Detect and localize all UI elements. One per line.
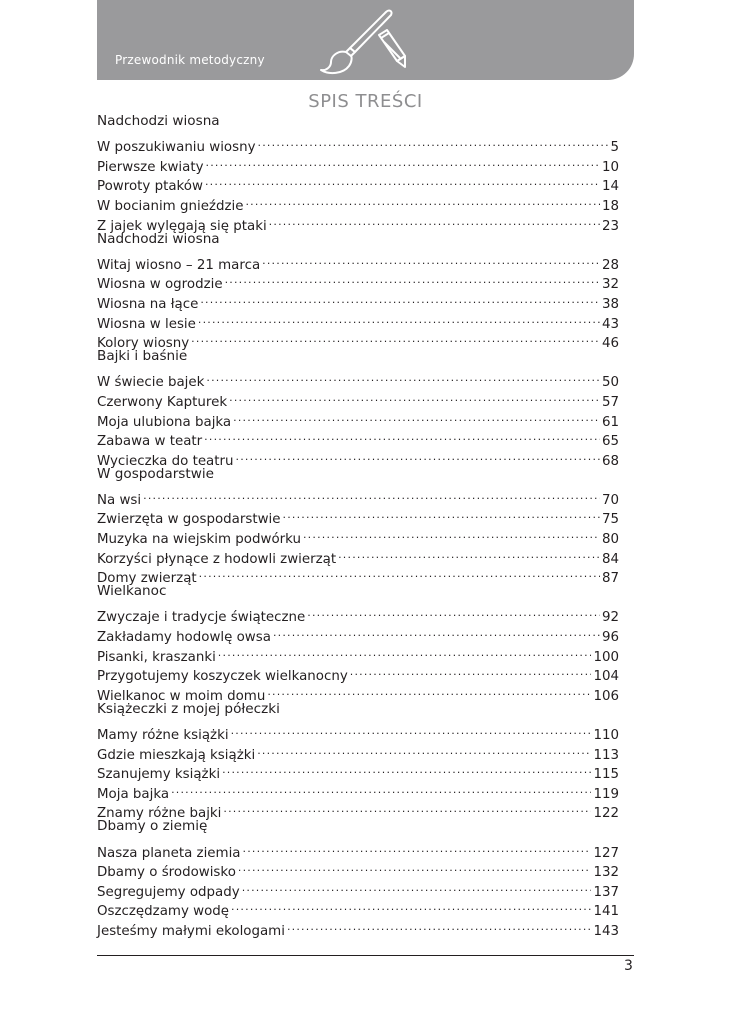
toc-entry-label: Dbamy o środowisko — [97, 865, 236, 881]
dot-leader — [199, 563, 600, 583]
dot-leader — [287, 915, 591, 935]
toc-entry — [97, 484, 619, 508]
toc-entry-page: 143 — [593, 923, 619, 939]
dot-leader — [307, 602, 600, 622]
toc-entry-page: 70 — [601, 492, 619, 508]
header-title: Przewodnik metodyczny — [115, 53, 265, 67]
toc-entry-label: Gdzie mieszkają książki — [97, 747, 256, 763]
toc-entry-label: Z jajek wylęgają się ptaki — [97, 218, 267, 234]
toc-entry — [97, 837, 619, 861]
toc-entry — [97, 778, 619, 802]
dot-leader — [222, 759, 591, 779]
toc-entry — [97, 798, 619, 822]
dot-leader — [236, 445, 600, 465]
dot-leader — [225, 269, 600, 289]
toc-entry — [97, 132, 619, 156]
dot-leader — [283, 504, 600, 524]
toc-entry-page: 106 — [593, 688, 619, 704]
toc-entry-page: 104 — [593, 669, 619, 685]
toc-entry-label: Znamy różne bajki — [97, 806, 222, 822]
toc-entry-label: W poszukiwaniu wiosny — [97, 140, 256, 156]
toc-entry-page: 5 — [610, 140, 619, 156]
toc-entry-label: Wiosna w ogrodzie — [97, 277, 223, 293]
toc-section-heading: Dbamy o ziemię — [97, 818, 208, 835]
toc-entry-page: 50 — [601, 375, 619, 391]
dot-leader — [171, 778, 591, 798]
toc-entry — [97, 249, 619, 273]
footer-divider — [97, 955, 634, 956]
toc-section-heading: Nadchodzi wiosna — [97, 113, 220, 129]
toc-entry-page: 137 — [593, 884, 619, 900]
dot-leader — [205, 171, 600, 191]
toc-section-heading: Wielkanoc — [97, 583, 167, 600]
dot-leader — [218, 641, 592, 661]
toc-entry-label: Zabawa w teatr — [97, 434, 203, 450]
dot-leader — [229, 386, 600, 406]
toc-entry-page: 110 — [593, 728, 619, 743]
toc-entry-label: W bocianim gnieździe — [97, 198, 244, 214]
toc-entry-page: 100 — [593, 649, 619, 665]
toc-entry-page: 119 — [593, 786, 619, 802]
dot-leader — [243, 837, 592, 857]
toc-entry — [97, 504, 619, 528]
toc-entry — [97, 719, 619, 743]
toc-entry-label: Powroty ptaków — [97, 179, 203, 195]
toc-entry-page: 43 — [601, 316, 619, 332]
toc-entry-label: Zwyczaje i tradycje świąteczne — [97, 610, 306, 626]
page-number: 3 — [624, 958, 633, 974]
toc-entry-label: Segregujemy odpady — [97, 884, 240, 900]
toc-entry-label: Oszczędzamy wodę — [97, 904, 230, 920]
toc-entry-label: Zakładamy hodowlę owsa — [97, 630, 271, 646]
toc-entry-label: Czerwony Kapturek — [97, 394, 228, 410]
dot-leader — [258, 132, 609, 152]
toc-entry-page: 141 — [593, 904, 619, 920]
dot-leader — [273, 621, 600, 641]
toc-section-heading: Nadchodzi wiosna — [97, 230, 220, 247]
toc-entry-page: 18 — [601, 198, 619, 214]
table-of-contents — [97, 112, 619, 939]
toc-entry — [97, 367, 619, 391]
pencil-icon — [379, 30, 405, 67]
toc-section-heading: Książeczki z mojej półeczki — [97, 700, 280, 717]
dot-leader — [262, 249, 600, 269]
dot-leader — [204, 426, 600, 446]
toc-title: SPIS TREŚCI — [308, 91, 423, 112]
toc-entry-page: 122 — [593, 806, 619, 822]
toc-entry-label: Wiosna na łące — [97, 296, 199, 312]
toc-entry-label: Muzyka na wiejskim podwórku — [97, 532, 301, 548]
dot-leader — [191, 328, 600, 348]
toc-section-heading: W gospodarstwie — [97, 465, 214, 482]
toc-entry-label: Moja ulubiona bajka — [97, 414, 232, 430]
toc-entry-page: 65 — [601, 434, 619, 450]
toc-entry-label: Przygotujemy koszyczek wielkanocny — [97, 669, 348, 685]
toc-entry-label: Mamy różne książki — [97, 728, 229, 743]
toc-entry-label: Wielkanoc w moim domu — [97, 688, 266, 704]
dot-leader — [338, 543, 600, 563]
toc-section-heading: Bajki i baśnie — [97, 348, 188, 365]
toc-entry-label: Wiosna w lesie — [97, 316, 196, 332]
dot-leader — [143, 484, 600, 504]
dot-leader — [242, 876, 592, 896]
toc-entry-page: 115 — [593, 767, 619, 783]
toc-entry-label: W świecie bajek — [97, 375, 205, 391]
toc-entry-page: 46 — [601, 336, 619, 352]
paintbrush-icon — [321, 11, 392, 74]
toc-entry-page: 96 — [601, 630, 619, 646]
toc-entry-page: 80 — [601, 532, 619, 548]
toc-entry — [97, 602, 619, 626]
dot-leader — [257, 739, 591, 759]
toc-entry-label: Wycieczka do teatru — [97, 453, 234, 469]
toc-entry-page: 32 — [601, 277, 619, 293]
dot-leader — [233, 406, 600, 426]
toc-entry-label: Na wsi — [97, 492, 142, 508]
toc-entry-label: Jesteśmy małymi ekologami — [97, 923, 285, 939]
toc-entry-page: 132 — [593, 865, 619, 881]
toc-entry-label: Domy zwierząt — [97, 571, 197, 587]
toc-entry-label: Szanujemy książki — [97, 767, 221, 783]
dot-leader — [245, 190, 600, 210]
toc-entry-page: 87 — [601, 571, 619, 587]
dot-leader — [223, 798, 591, 818]
toc-entry-page: 28 — [601, 257, 619, 273]
toc-entry-page: 61 — [601, 414, 619, 430]
dot-leader — [200, 288, 600, 308]
dot-leader — [231, 719, 592, 739]
toc-entry-label: Moja bajka — [97, 786, 170, 802]
toc-entry-page: 57 — [601, 394, 619, 410]
dot-leader — [238, 857, 592, 877]
toc-entry-label: Pisanki, kraszanki — [97, 649, 216, 665]
toc-entry-page: 68 — [601, 453, 619, 469]
toc-entry-label: Kolory wiosny — [97, 336, 190, 352]
dot-leader — [269, 210, 600, 230]
dot-leader — [231, 896, 591, 916]
toc-entry-page: 38 — [601, 296, 619, 312]
dot-leader — [350, 661, 592, 681]
toc-entry-label: Nasza planeta ziemia — [97, 845, 241, 861]
toc-entry-label: Pierwsze kwiaty — [97, 159, 204, 175]
header-art — [301, 4, 419, 78]
toc-entry-page: 75 — [601, 512, 619, 528]
toc-entry-page: 14 — [601, 179, 619, 195]
dot-leader — [303, 523, 600, 543]
toc-entry-page: 92 — [601, 610, 619, 626]
toc-entry-page: 10 — [601, 159, 619, 175]
toc-entry-label: Zwierzęta w gospodarstwie — [97, 512, 281, 528]
toc-entry-page: 84 — [601, 551, 619, 567]
toc-entry-label: Witaj wiosno – 21 marca — [97, 257, 261, 273]
dot-leader — [206, 151, 600, 171]
toc-entry-label: Korzyści płynące z hodowli zwierząt — [97, 551, 337, 567]
header-band — [97, 0, 634, 80]
toc-entry-page: 23 — [601, 218, 619, 234]
dot-leader — [206, 367, 600, 387]
dot-leader — [267, 680, 591, 700]
toc-entry-page: 127 — [593, 845, 619, 861]
dot-leader — [198, 308, 600, 328]
toc-entry-page: 113 — [593, 747, 619, 763]
